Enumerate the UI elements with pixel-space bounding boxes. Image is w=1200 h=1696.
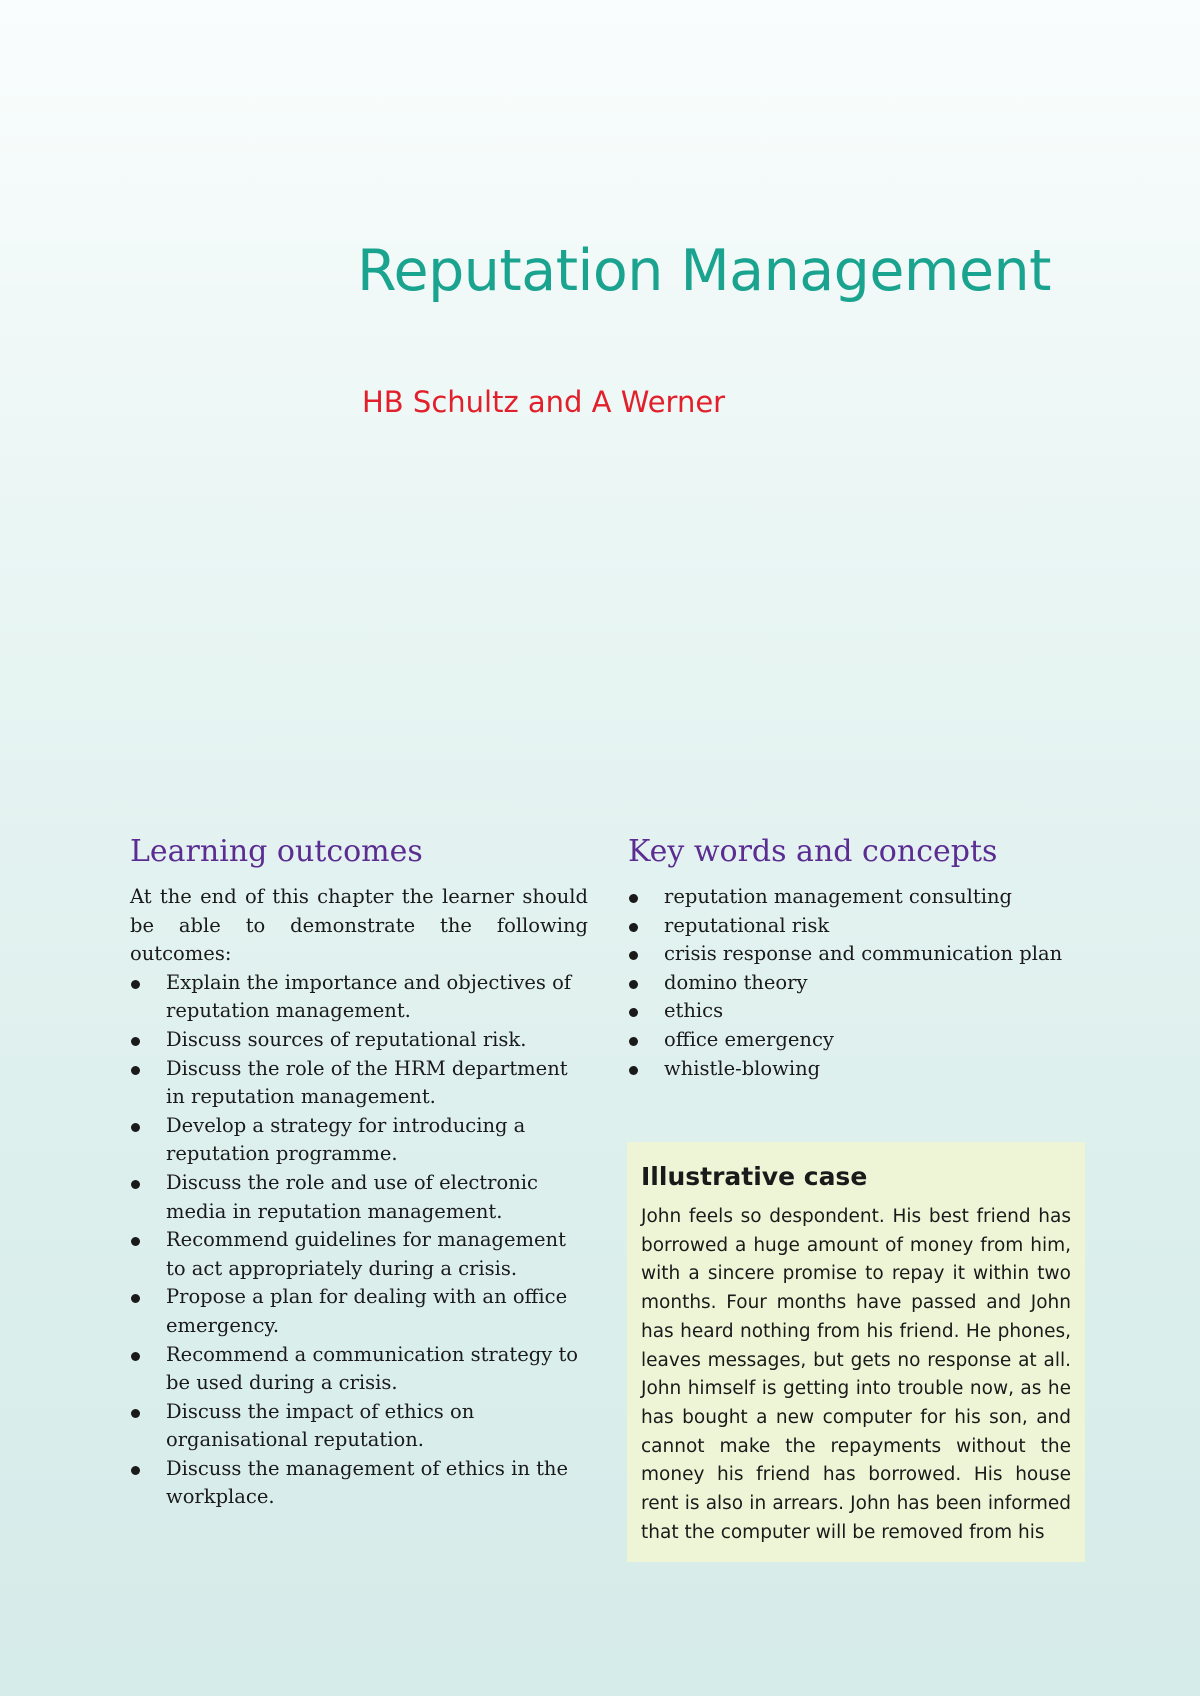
illustrative-case-text: John feels so despondent. His best friend has borrowed a huge amount of money from him, with a sincere promise to repay it within two months. Four months have passed and John has heard nothing from his friend. He phones, leaves messages, but gets no response at all. John himself is getting into trouble now, as he has bought a new computer for his son, and cannot make the repayments without the money his friend has borrowed. His house rent is also in arrears. John has been informed that the computer will be removed from his	[641, 1206, 1071, 1543]
bullet-icon	[131, 1123, 140, 1132]
list-item: whistle-blowing	[628, 1055, 1088, 1084]
list-item: Discuss the role of the HRM department in reputation management.	[130, 1055, 588, 1112]
bullet-icon	[131, 1180, 140, 1189]
learning-outcomes-list	[130, 969, 588, 1512]
illustrative-case-box	[627, 1142, 1085, 1562]
bullet-icon	[629, 1008, 638, 1017]
bullet-icon	[131, 980, 140, 989]
list-item: crisis response and communication plan	[628, 940, 1088, 969]
bullet-icon	[131, 1066, 140, 1075]
list-item: Discuss the impact of ethics on organisational reputation.	[130, 1398, 588, 1455]
list-item: Discuss the role and use of electronic media in reputation management.	[130, 1169, 588, 1226]
bullet-icon	[629, 980, 638, 989]
key-words-section	[628, 834, 1088, 1083]
list-item: Discuss the management of ethics in the workplace.	[130, 1455, 588, 1512]
list-item: Recommend a communication strategy to be used during a crisis.	[130, 1341, 588, 1398]
list-item: Explain the importance and objectives of reputation management.	[130, 969, 588, 1026]
illustrative-case-heading: Illustrative case	[641, 1162, 868, 1191]
learning-outcomes-section	[130, 834, 588, 1512]
bullet-icon	[131, 1409, 140, 1418]
bullet-icon	[131, 1294, 140, 1303]
bullet-icon	[629, 1066, 638, 1075]
page-title: Reputation Management	[357, 238, 1051, 304]
list-item: Propose a plan for dealing with an office emergency.	[130, 1283, 588, 1340]
bullet-icon	[629, 1037, 638, 1046]
bullet-icon	[629, 951, 638, 960]
list-item: reputation management consulting	[628, 883, 1088, 912]
bullet-icon	[131, 1466, 140, 1475]
key-words-list	[628, 883, 1088, 1083]
bullet-icon	[131, 1037, 140, 1046]
bullet-icon	[131, 1352, 140, 1361]
bullet-icon	[629, 923, 638, 932]
bullet-icon	[629, 894, 638, 903]
list-item: Develop a strategy for introducing a reputation programme.	[130, 1112, 588, 1169]
list-item: reputational risk	[628, 912, 1088, 941]
list-item: domino theory	[628, 969, 1088, 998]
list-item: ethics	[628, 997, 1088, 1026]
learning-outcomes-intro: At the end of this chapter the learner should be able to demonstrate the following outcomes:	[130, 885, 588, 966]
key-words-heading: Key words and concepts	[628, 834, 998, 869]
learning-outcomes-heading: Learning outcomes	[130, 834, 423, 869]
list-item: Discuss sources of reputational risk.	[130, 1026, 588, 1055]
list-item: Recommend guidelines for management to act appropriately during a crisis.	[130, 1226, 588, 1283]
list-item: office emergency	[628, 1026, 1088, 1055]
authors: HB Schultz and A Werner	[362, 385, 726, 419]
bullet-icon	[131, 1237, 140, 1246]
